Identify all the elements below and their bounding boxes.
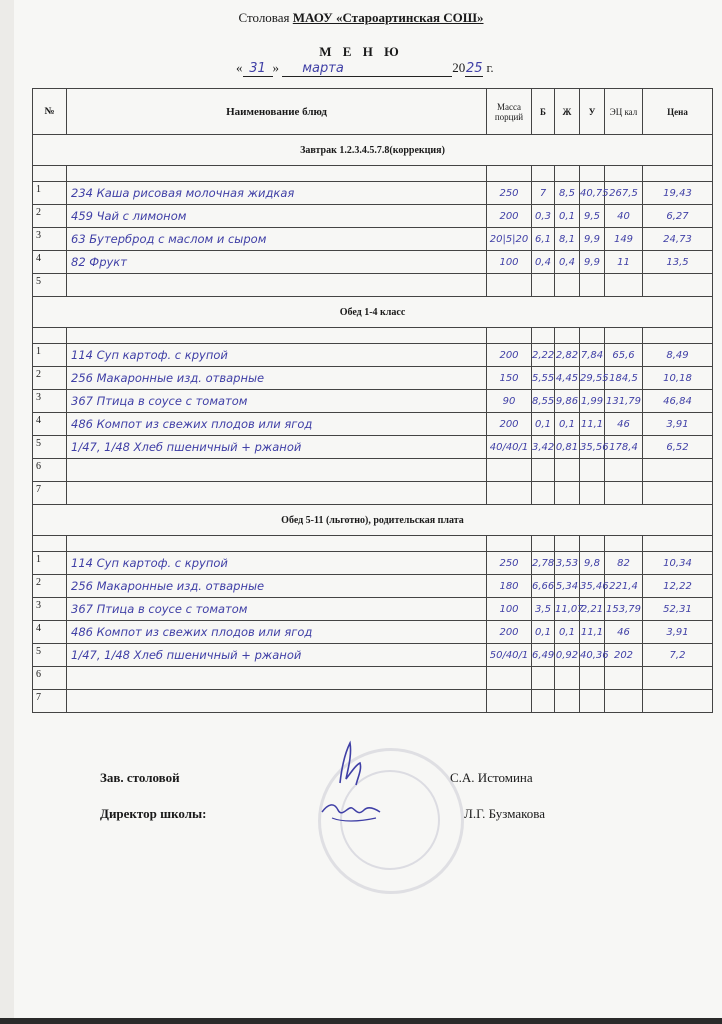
spacer-cell [33,328,67,344]
cell-price [643,482,713,505]
table-row [33,667,713,690]
spacer-cell [643,536,713,552]
table-row [33,621,713,644]
cell-price: 13,5 [643,251,713,274]
director-label: Директор школы: [100,806,207,821]
row-number: 1 [33,552,67,575]
section-title: Обед 1-4 класс [33,297,713,328]
cell-u: 9,9 [580,251,605,274]
cell-b: 0,3 [532,205,555,228]
cell-b: 3,42 [532,436,555,459]
cell-kcal: 221,4 [605,575,643,598]
cell-mass: 250 [487,182,532,205]
spacer-cell [580,536,605,552]
col-dish-name: Наименование блюд [67,89,487,135]
col-kcal: ЭЦ кал [605,89,643,135]
canteen-head-label: Зав. столовой [100,770,180,785]
dish-name [67,459,487,482]
cell-zh: 0,1 [555,413,580,436]
cell-mass [487,459,532,482]
cell-zh [555,274,580,297]
table-row [33,644,713,667]
cell-u [580,459,605,482]
row-number: 1 [33,344,67,367]
cell-u: 35,56 [580,436,605,459]
section-header [33,505,713,536]
dish-name: 486 Компот из свежих плодов или ягод [67,413,487,436]
spacer-cell [605,166,643,182]
cell-kcal [605,482,643,505]
cell-kcal: 82 [605,552,643,575]
cell-u [580,690,605,713]
spacer-cell [555,166,580,182]
cell-kcal: 40 [605,205,643,228]
cell-u [580,482,605,505]
cell-u: 40,36 [580,644,605,667]
dish-name [67,482,487,505]
spacer-cell [532,328,555,344]
spacer-cell [67,536,487,552]
table-row [33,344,713,367]
cell-zh: 0,1 [555,621,580,644]
cell-price: 6,27 [643,205,713,228]
cell-u: 9,8 [580,552,605,575]
cell-b: 5,55 [532,367,555,390]
table-row [33,690,713,713]
spacer-cell [605,536,643,552]
dish-name: 486 Компот из свежих плодов или ягод [67,621,487,644]
cell-zh: 0,4 [555,251,580,274]
document-header [0,10,722,26]
cell-b: 6,49 [532,644,555,667]
cell-u: 9,5 [580,205,605,228]
cell-kcal: 267,5 [605,182,643,205]
col-mass: Масса порций [487,89,532,135]
cell-b [532,459,555,482]
section-title: Обед 5-11 (льготно), родительская плата [33,505,713,536]
scan-bottom-edge [0,1018,722,1024]
cell-u: 7,84 [580,344,605,367]
date-year: 25 [465,61,483,76]
cell-zh: 8,5 [555,182,580,205]
director-name: Л.Г. Бузмакова [464,806,546,821]
spacer-cell [555,536,580,552]
spacer-cell [580,328,605,344]
cell-b: 0,4 [532,251,555,274]
cell-kcal: 202 [605,644,643,667]
spacer-cell [33,166,67,182]
cell-mass: 200 [487,413,532,436]
col-carbs: У [580,89,605,135]
cell-price: 12,22 [643,575,713,598]
col-price: Цена [643,89,713,135]
row-number: 2 [33,367,67,390]
cell-kcal: 131,79 [605,390,643,413]
cell-kcal [605,459,643,482]
cell-mass: 50/40/1 [487,644,532,667]
dish-name: 459 Чай с лимоном [67,205,487,228]
cell-price: 3,91 [643,621,713,644]
row-number: 3 [33,228,67,251]
cell-zh: 0,81 [555,436,580,459]
cell-b: 2,22 [532,344,555,367]
cell-zh [555,667,580,690]
spacer-row [33,328,713,344]
cell-mass: 20|5|20 [487,228,532,251]
cell-zh [555,482,580,505]
cell-price: 46,84 [643,390,713,413]
cell-zh: 0,1 [555,205,580,228]
cell-kcal: 46 [605,413,643,436]
row-number: 3 [33,598,67,621]
canteen-head-name: С.А. Истомина [450,770,533,785]
cell-b [532,667,555,690]
cell-price [643,667,713,690]
cell-kcal: 149 [605,228,643,251]
row-number: 3 [33,390,67,413]
cell-zh [555,459,580,482]
row-number: 4 [33,251,67,274]
cell-zh: 2,82 [555,344,580,367]
row-number: 4 [33,413,67,436]
dish-name: 114 Суп картоф. с крупой [67,552,487,575]
spacer-cell [643,328,713,344]
dish-name [67,274,487,297]
row-number: 5 [33,644,67,667]
spacer-cell [33,536,67,552]
cell-zh: 11,07 [555,598,580,621]
cell-u: 1,99 [580,390,605,413]
table-row [33,436,713,459]
cell-u: 11,1 [580,621,605,644]
dish-name: 367 Птица в соусе с томатом [67,598,487,621]
spacer-cell [67,328,487,344]
dish-name [67,690,487,713]
cell-b: 0,1 [532,621,555,644]
row-number: 1 [33,182,67,205]
table-row [33,367,713,390]
cell-mass: 200 [487,621,532,644]
dish-name: 234 Каша рисовая молочная жидкая [67,182,487,205]
cell-kcal: 11 [605,251,643,274]
spacer-cell [532,166,555,182]
row-number: 4 [33,621,67,644]
menu-title: М Е Н Ю [319,44,403,59]
date-month: марта [282,61,452,77]
date-day: 31 [243,61,273,77]
cell-mass: 40/40/1 [487,436,532,459]
spacer-cell [555,328,580,344]
cell-price: 7,2 [643,644,713,667]
spacer-cell [532,536,555,552]
cell-b: 6,1 [532,228,555,251]
paper-edge [0,0,14,1024]
table-row [33,228,713,251]
cell-kcal [605,667,643,690]
cell-mass [487,667,532,690]
dish-name: 63 Бутерброд с маслом и сыром [67,228,487,251]
col-protein: Б [532,89,555,135]
cell-zh: 3,53 [555,552,580,575]
cell-mass [487,274,532,297]
director-signature-row [100,806,207,822]
cell-kcal [605,690,643,713]
cell-mass: 150 [487,367,532,390]
dish-name: 367 Птица в соусе с томатом [67,390,487,413]
cell-mass: 250 [487,552,532,575]
spacer-cell [580,166,605,182]
col-number: № [33,89,67,135]
cell-u: 29,55 [580,367,605,390]
cell-zh: 5,34 [555,575,580,598]
menu-table [32,88,713,713]
cell-kcal: 153,79 [605,598,643,621]
cell-price: 6,52 [643,436,713,459]
cell-mass [487,690,532,713]
cell-b: 8,55 [532,390,555,413]
cell-kcal: 178,4 [605,436,643,459]
table-row [33,575,713,598]
cell-price: 8,49 [643,344,713,367]
canteen-signature-row [100,770,180,786]
spacer-cell [67,166,487,182]
cell-price: 3,91 [643,413,713,436]
table-row [33,182,713,205]
table-row [33,552,713,575]
cell-b: 3,5 [532,598,555,621]
cell-b [532,482,555,505]
cell-b [532,690,555,713]
cell-price: 24,73 [643,228,713,251]
cell-zh [555,690,580,713]
cell-mass: 200 [487,205,532,228]
cell-zh: 8,1 [555,228,580,251]
cell-u [580,667,605,690]
section-header [33,135,713,166]
row-number: 5 [33,274,67,297]
cell-mass [487,482,532,505]
cell-b: 0,1 [532,413,555,436]
dish-name: 256 Макаронные изд. отварные [67,367,487,390]
cell-u [580,274,605,297]
dish-name: 1/47, 1/48 Хлеб пшеничный + ржаной [67,436,487,459]
cell-u: 11,1 [580,413,605,436]
dish-name: 114 Суп картоф. с крупой [67,344,487,367]
cell-price [643,274,713,297]
table-row [33,459,713,482]
cell-zh: 0,92 [555,644,580,667]
cell-b [532,274,555,297]
spacer-row [33,166,713,182]
cell-zh: 9,86 [555,390,580,413]
cell-kcal [605,274,643,297]
row-number: 6 [33,667,67,690]
cell-price [643,690,713,713]
table-row [33,390,713,413]
dish-name [67,667,487,690]
row-number: 5 [33,436,67,459]
cell-price: 19,43 [643,182,713,205]
cell-u: 2,21 [580,598,605,621]
year-unit: г. [486,60,494,75]
table-row [33,482,713,505]
cell-kcal: 65,6 [605,344,643,367]
cell-mass: 90 [487,390,532,413]
table-row [33,598,713,621]
cell-price: 10,34 [643,552,713,575]
dish-name: 256 Макаронные изд. отварные [67,575,487,598]
table-header [33,89,713,135]
director-signature-mark [318,792,388,832]
cell-b: 2,78 [532,552,555,575]
spacer-row [33,536,713,552]
cell-zh: 4,45 [555,367,580,390]
year-prefix: 20 [452,60,466,75]
section-title: Завтрак 1.2.3.4.5.7.8(коррекция) [33,135,713,166]
dish-name: 82 Фрукт [67,251,487,274]
row-number: 7 [33,482,67,505]
cell-kcal: 46 [605,621,643,644]
cell-price: 10,18 [643,367,713,390]
spacer-cell [487,328,532,344]
table-row [33,205,713,228]
cell-mass: 100 [487,251,532,274]
cell-b: 6,66 [532,575,555,598]
cell-b: 7 [532,182,555,205]
dish-name: 1/47, 1/48 Хлеб пшеничный + ржаной [67,644,487,667]
row-number: 7 [33,690,67,713]
table-row [33,274,713,297]
table-row [33,251,713,274]
row-number: 2 [33,575,67,598]
cell-u: 40,75 [580,182,605,205]
canteen-signature-mark [322,735,382,795]
cell-price: 52,31 [643,598,713,621]
spacer-cell [643,166,713,182]
menu-date: « 31 » марта 2025 г. [236,60,494,76]
cell-mass: 100 [487,598,532,621]
cell-price [643,459,713,482]
section-header [33,297,713,328]
spacer-cell [605,328,643,344]
cell-mass: 180 [487,575,532,598]
cell-kcal: 184,5 [605,367,643,390]
row-number: 2 [33,205,67,228]
table-row [33,413,713,436]
col-fat: Ж [555,89,580,135]
spacer-cell [487,166,532,182]
cell-u: 35,46 [580,575,605,598]
cell-mass: 200 [487,344,532,367]
header-prefix: Столовая [238,10,290,25]
spacer-cell [487,536,532,552]
cell-u: 9,9 [580,228,605,251]
row-number: 6 [33,459,67,482]
organization-name: МАОУ «Староартинская СОШ» [292,10,484,25]
